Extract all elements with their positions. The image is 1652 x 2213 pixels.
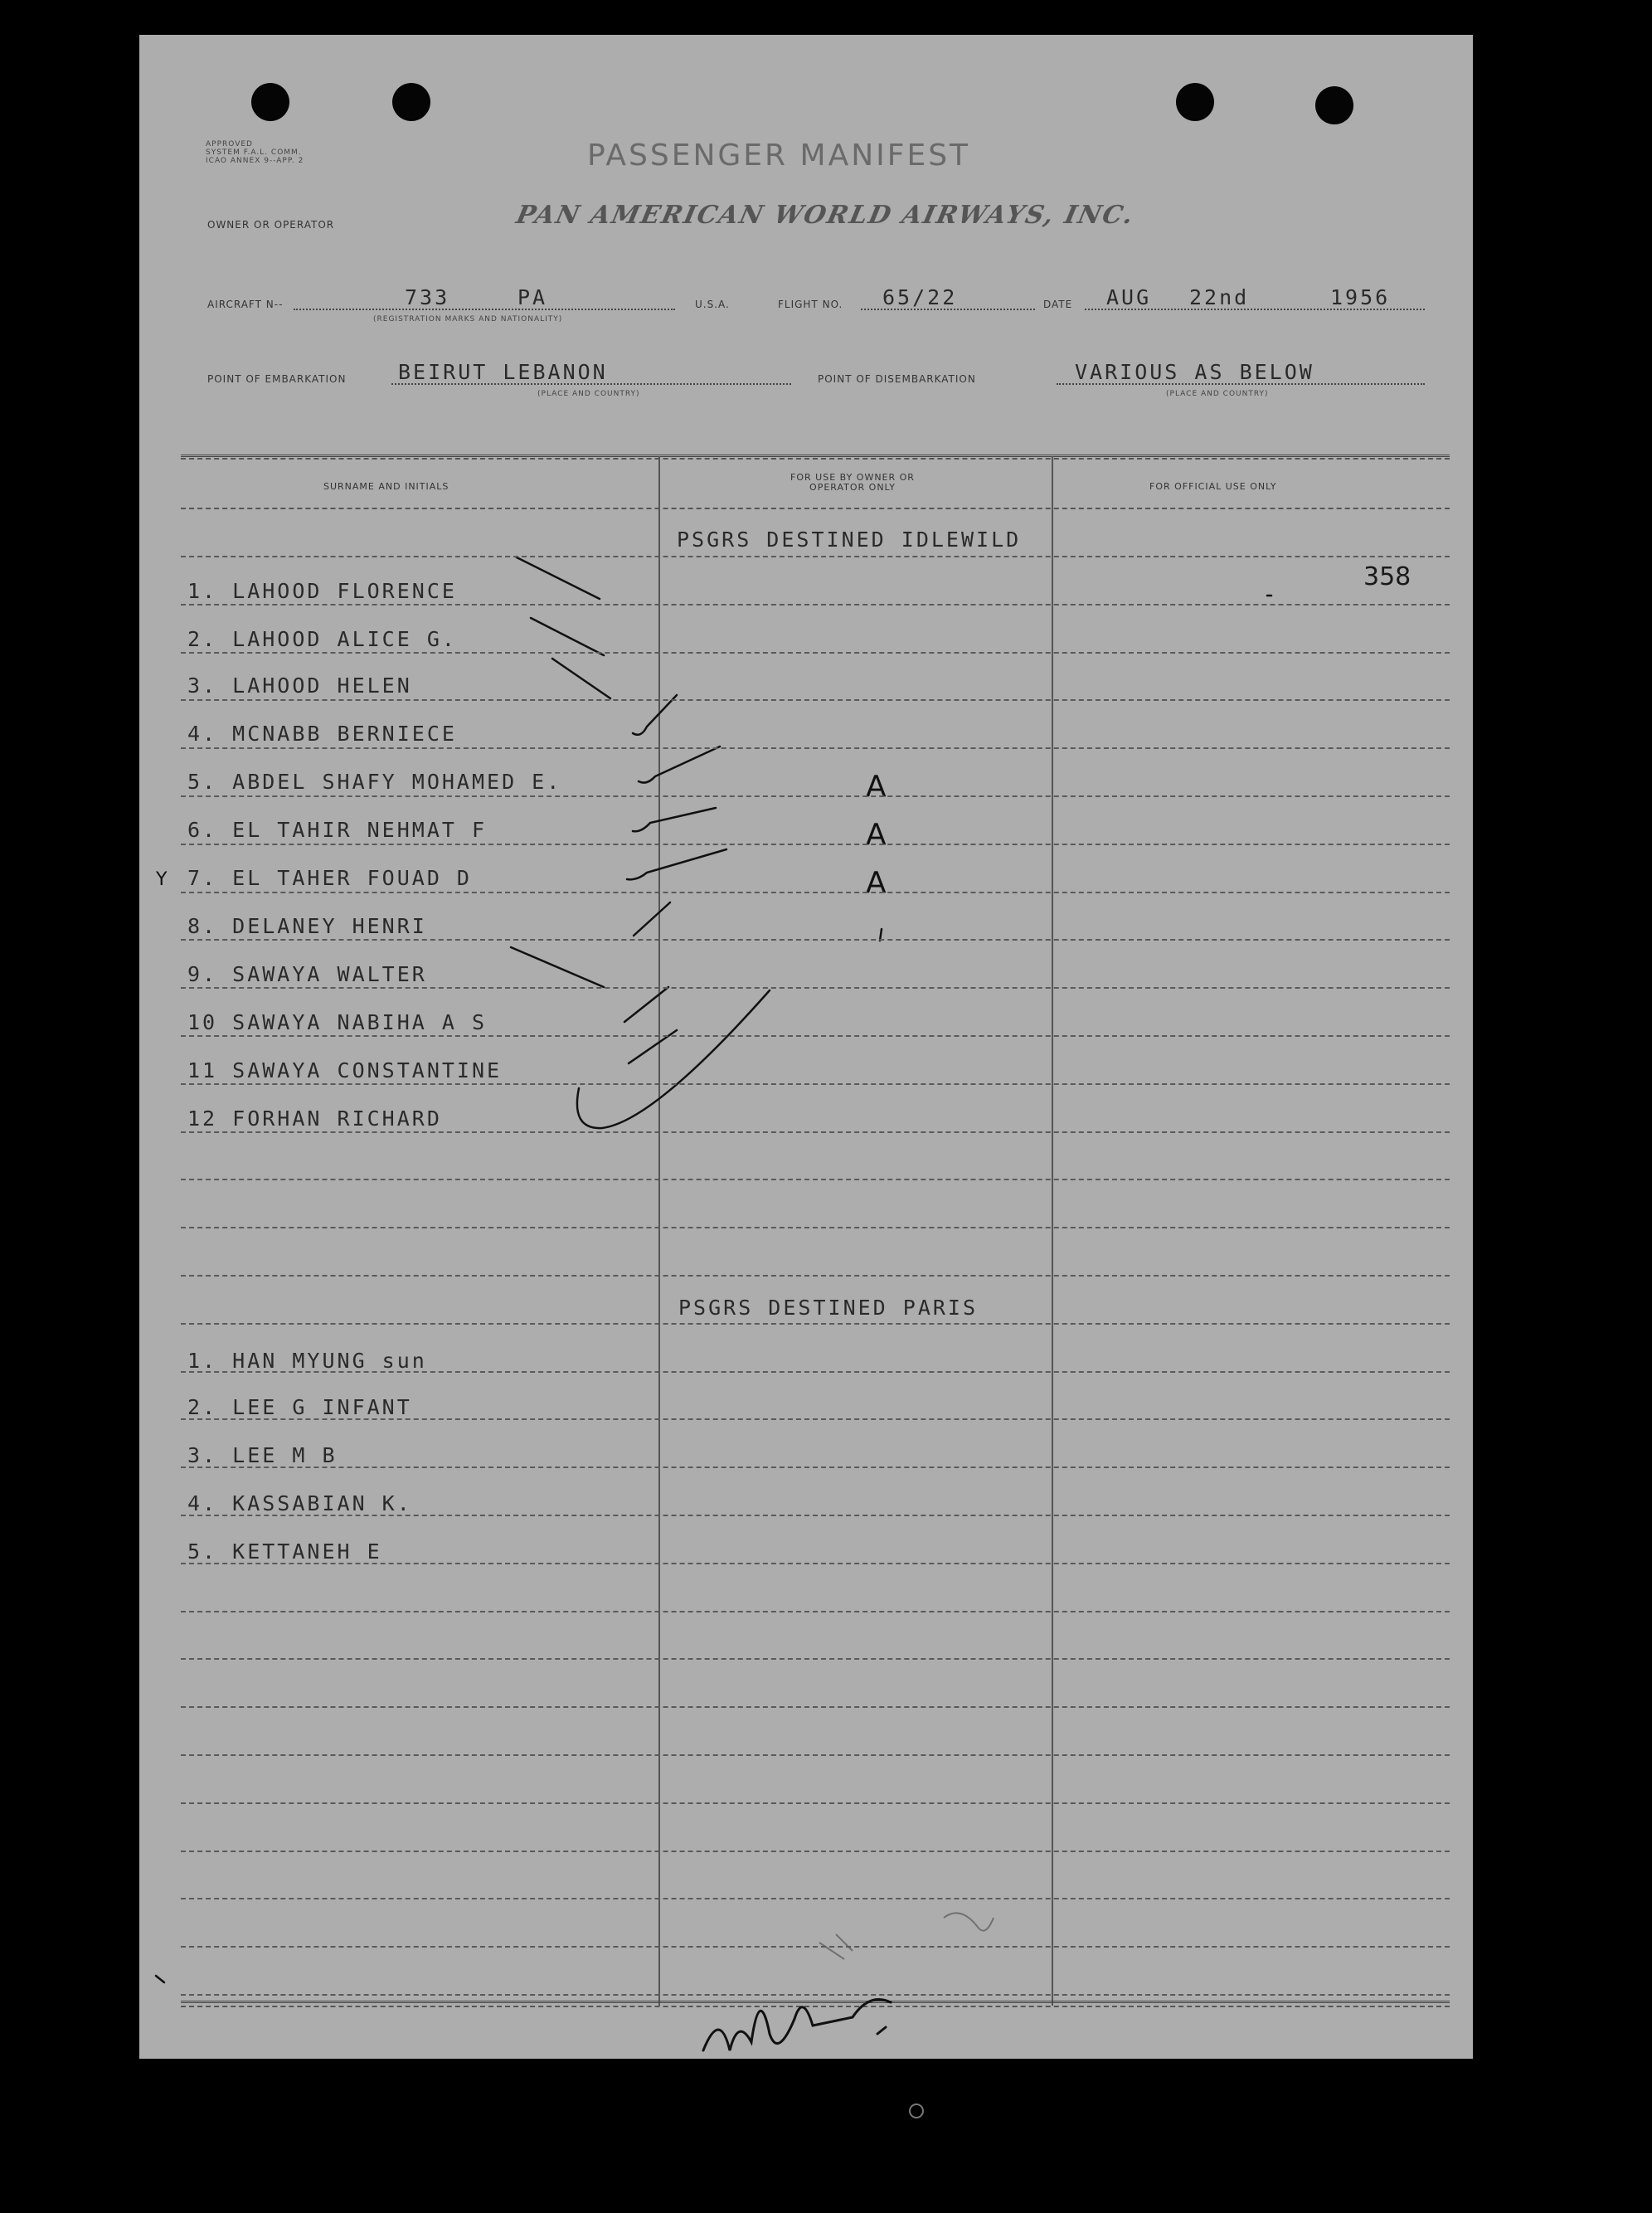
row-rule [181,556,1450,557]
list-item: 1. HAN MYUNG sun [187,1349,427,1373]
row-rule [181,1466,1450,1468]
handwritten-mark: A [866,818,887,852]
check-stroke [633,808,716,831]
disembark-label: POINT OF DISEMBARKATION [818,373,976,385]
check-stroke [552,659,610,698]
row-rule [181,1323,1450,1325]
list-item: 5. ABDEL SHAFY MOHAMED E. [187,770,562,794]
manifest-sheet [139,35,1473,2059]
margin-mark: Y [156,869,168,890]
row-rule [181,1754,1450,1756]
approved-line: ICAO ANNEX 9--APP. 2 [206,157,304,165]
row-rule [181,1802,1450,1804]
row-rule [181,1418,1450,1420]
aircraft-nat: PA [517,285,548,309]
list-item: 10 SAWAYA NABIHA A S [187,1010,488,1034]
row-rule [181,1946,1450,1948]
row-rule [181,1371,1450,1373]
row-rule [181,652,1450,654]
row-rule [181,1851,1450,1852]
row-rule [181,1083,1450,1085]
row-rule [181,1563,1450,1564]
aircraft-label: AIRCRAFT N-- [207,299,284,310]
list-item: 3. LAHOOD HELEN [187,674,412,698]
row-rule [181,1227,1450,1228]
handwritten-mark: A [866,866,887,900]
row-rule [181,1515,1450,1516]
row-rule [181,1275,1450,1277]
list-item: 2. LAHOOD ALICE G. [187,627,457,651]
date-day: 22nd [1189,285,1250,309]
row-rule [181,844,1450,845]
group-header-idlewild: PSGRS DESTINED IDLEWILD [677,528,1022,552]
check-stroke [627,849,726,879]
row-rule [181,747,1450,749]
date-year: 1956 [1330,285,1391,309]
date-label: DATE [1043,299,1073,310]
owner-label: OWNER OR OPERATOR [207,219,335,231]
list-item: 1. LAHOOD FLORENCE [187,579,457,603]
row-rule [181,987,1450,989]
column-header-official: FOR OFFICIAL USE ONLY [1149,481,1277,492]
date-month: AUG [1106,285,1152,309]
check-stroke [517,557,600,599]
approved-line: APPROVED [206,140,253,148]
list-item: 7. EL TAHER FOUAD D [187,866,472,890]
check-stroke [156,1976,164,1982]
reg-caption: (REGISTRATION MARKS AND NATIONALITY) [373,315,563,323]
check-stroke [639,747,720,783]
aircraft-reg: 733 [405,285,450,309]
list-item: 3. LEE M B [187,1443,338,1467]
header-rule [181,508,1450,509]
list-item: 8. DELANEY HENRI [187,914,427,938]
column-header-owner: FOR USE BY OWNER OR OPERATOR ONLY [790,472,915,493]
list-item: 6. EL TAHIR NEHMAT F [187,818,488,842]
row-rule [181,1131,1450,1133]
row-rule [181,1035,1450,1037]
list-item: 4. KASSABIAN K. [187,1491,412,1515]
embark-label: POINT OF EMBARKATION [207,373,347,385]
check-stroke [577,990,770,1128]
disembark-value: VARIOUS AS BELOW [1075,360,1314,384]
row-rule [181,1994,1450,1996]
list-item: 9. SAWAYA WALTER [187,962,427,986]
row-rule [181,1179,1450,1180]
film-mark [909,2104,924,2118]
handwritten-mark: A [866,770,887,804]
embark-value: BEIRUT LEBANON [398,360,608,384]
flight-number: 65/22 [882,285,958,309]
group-header-paris: PSGRS DESTINED PARIS [678,1296,979,1320]
row-rule [181,795,1450,797]
check-stroke [511,947,604,987]
page-title: PASSENGER MANIFEST [587,139,971,173]
stamp-stroke [944,1913,994,1930]
check-stroke [624,987,668,1022]
place-caption: (PLACE AND COUNTRY) [537,390,640,398]
check-stroke [531,618,604,655]
list-item: 5. KETTANEH E [187,1539,382,1564]
signature-stroke [703,2000,891,2050]
approved-line: SYSTEM F.A.L. COMM. [206,148,302,157]
list-item: 11 SAWAYA CONSTANTINE [187,1058,503,1082]
list-item: 4. MCNABB BERNIECE [187,722,457,746]
list-item: 12 FORHAN RICHARD [187,1106,442,1131]
row-rule [181,604,1450,606]
row-rule [181,1611,1450,1612]
company-name: PAN AMERICAN WORLD AIRWAYS, INC. [513,201,1138,230]
row-rule [181,699,1450,701]
signature-stroke [877,2027,886,2034]
row-rule [181,1898,1450,1899]
usa-label: U.S.A. [695,299,730,310]
row-rule [181,892,1450,893]
list-item: 2. LEE G INFANT [187,1395,412,1419]
flight-label: FLIGHT NO. [778,299,843,310]
official-number: 358 [1363,562,1411,591]
check-stroke [634,902,670,936]
row-rule [181,1658,1450,1660]
row-rule [181,1706,1450,1708]
column-header-surname: SURNAME AND INITIALS [323,481,449,492]
row-rule [181,939,1450,941]
place-caption2: (PLACE AND COUNTRY) [1166,390,1269,398]
